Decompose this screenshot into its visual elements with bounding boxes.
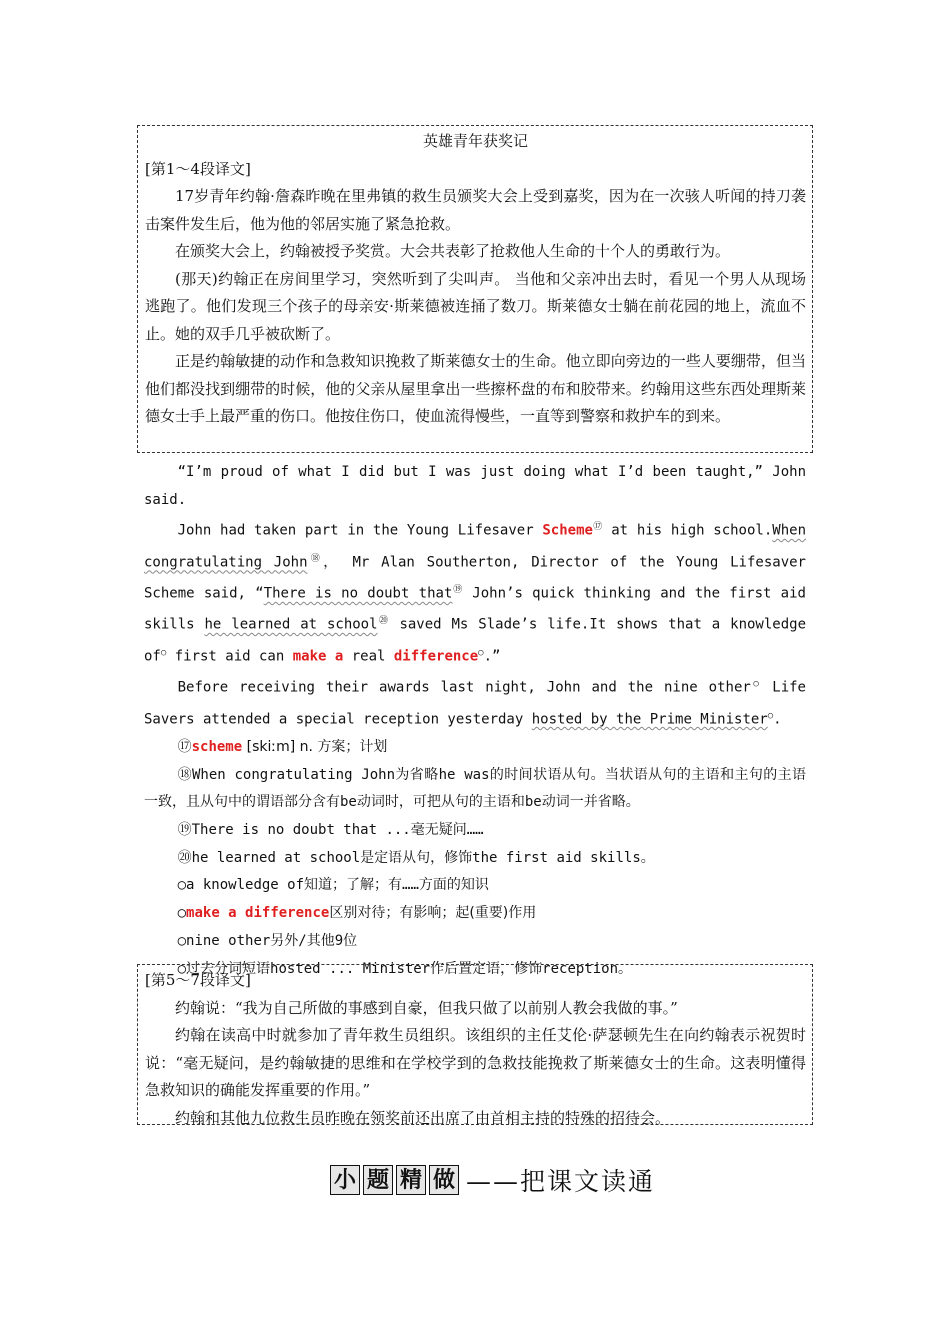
keyword-scheme: Scheme — [542, 523, 593, 540]
note-20: ⑳he learned at school是定语从句，修饰the first aid skills。 — [177, 849, 655, 866]
text: . — [773, 711, 782, 728]
note-keyword: make a difference — [186, 905, 330, 922]
note-text: [skiːm] n. 方案；计划 — [242, 738, 388, 755]
note-19: ⑲There is no doubt that ...毫无疑问…… — [177, 822, 484, 839]
section-label-5-7: [第5～7段译文] — [145, 971, 251, 989]
translation-paragraph: 约翰说：“我为自己所做的事感到自豪，但我只做了以前别人教会我做的事。” — [175, 998, 678, 1017]
translation-paragraph: 约翰在读高中时就参加了青年救生员组织。该组织的主任艾伦·萨瑟顿先生在向约翰表示祝贺时说：“毫无疑问，是约翰敏捷的思维和在学校学到的急救技能挽救了斯莱德女士的生命。这表明懂得急救知识的确能发挥重要的作用。” — [145, 1026, 806, 1099]
note-marker-21: ○ — [160, 647, 167, 658]
translation-title: 英雄青年获奖记 — [422, 132, 528, 150]
translation-box-1 — [137, 125, 813, 453]
heading-char-box: 精 — [396, 1165, 426, 1195]
note-21: ○a knowledge of知道；了解；有……方面的知识 — [177, 877, 489, 894]
text: real — [343, 648, 394, 665]
heading-char-box: 做 — [429, 1165, 459, 1195]
text: Life Savers attended a special reception yesterday — [144, 679, 806, 728]
english-text — [144, 459, 806, 983]
translation-paragraph: 17岁青年约翰·詹森昨晚在里弗镇的救生员颁奖大会上受到嘉奖，因为在一次骇人听闻的持刀袭击案件发生后，他为他的邻居实施了紧急抢救。 — [145, 187, 806, 233]
heading-text: ——把课文读通 — [466, 1167, 656, 1196]
translation-paragraph: 约翰和其他九位救生员昨晚在领奖前还出席了由首相主持的特殊的招待会。 — [175, 1108, 671, 1127]
text: at his high school. — [602, 523, 773, 540]
text: Before receiving their awards last night, John and the nine other — [177, 679, 751, 696]
keyword-make-a: make a — [292, 648, 344, 665]
translation-paragraph: 在颁奖大会上，约翰被授予奖赏。大会共表彰了抢救他人生命的十个人的勇敢行为。 — [175, 242, 731, 260]
english-paragraph-1: “I’m proud of what I did but I was just doing what I’d been taught,” John said. — [144, 464, 806, 508]
note-keyword: scheme — [191, 738, 243, 755]
note-marker-23: ○ — [750, 679, 762, 690]
translation-paragraph: 正是约翰敏捷的动作和急救知识挽救了斯莱德女士的生命。他立即向旁边的一些人要绷带，但当他们都没找到绷带的时候，他的父亲从屋里拿出一些擦杯盘的布和胶带来。约翰用这些东西处理斯莱德女士手上最严重的伤口。他按住伤口，使血流得慢些，一直等到警察和救护车的到来。 — [145, 352, 806, 425]
english-paragraph-3 — [144, 671, 806, 734]
note-marker-20: ⑳ — [377, 616, 390, 627]
phrase-when-congratulating: When congratulating John — [144, 523, 806, 571]
text: ， Mr Alan Southerton, Director of the Young Lifesaver Scheme said, “ — [144, 554, 806, 602]
note-marker-17: ⑰ — [592, 522, 603, 533]
note-marker-24: ○ — [767, 710, 774, 721]
note-18: ⑱When congratulating John为省略he was的时间状语从句。当状语从句的主语和主句的主语一致，且从句中的谓语部分含有be动词时，可把从句的主语和be动词一并省略。 — [144, 766, 806, 811]
english-paragraph-2 — [144, 514, 806, 671]
text: first aid can — [166, 648, 293, 665]
note-marker: ⑰ — [177, 738, 192, 755]
note-22 — [144, 900, 806, 928]
translation-paragraph: (那天)约翰正在房间里学习，突然听到了尖叫声。 当他和父亲冲出去时，看见一个男人从现场逃跑了。他们发现三个孩子的母亲安·斯莱德被连捅了数刀。斯莱德女士躺在前花园的地上，流血不止。她的双手几乎被砍断了。 — [145, 269, 806, 343]
note-17 — [144, 734, 806, 762]
note-marker-22: ○ — [478, 647, 484, 658]
note-text: 区别对待；有影响；起(重要)作用 — [329, 905, 537, 922]
heading-char-box: 题 — [363, 1165, 393, 1195]
note-24: ○过去分词短语hosted ... Minister作后置定语，修饰reception。 — [177, 960, 633, 977]
heading-char-box: 小 — [330, 1165, 360, 1195]
note-marker-18: ⑱ — [307, 553, 324, 564]
note-marker: ○ — [177, 905, 187, 922]
text: .” — [483, 648, 501, 665]
note-marker-19: ⑲ — [452, 585, 464, 596]
section-heading — [330, 1162, 670, 1198]
translation-box-2 — [137, 964, 813, 1125]
text: John had taken part in the Young Lifesaver — [177, 523, 543, 540]
phrase-learned-at-school: he learned at school — [204, 617, 378, 634]
section-label-1-4: [第1～4段译文] — [145, 159, 251, 178]
note-23: ○nine other另外/其他9位 — [177, 932, 358, 949]
text: John’s quick thinking and the first aid skills — [144, 585, 806, 634]
phrase-no-doubt: There is no doubt that — [263, 585, 453, 602]
keyword-difference: difference — [393, 648, 479, 665]
phrase-hosted-by: hosted by the Prime Minister — [531, 711, 768, 728]
text: saved Ms Slade’s life.It shows that a knowledge of — [144, 617, 807, 665]
